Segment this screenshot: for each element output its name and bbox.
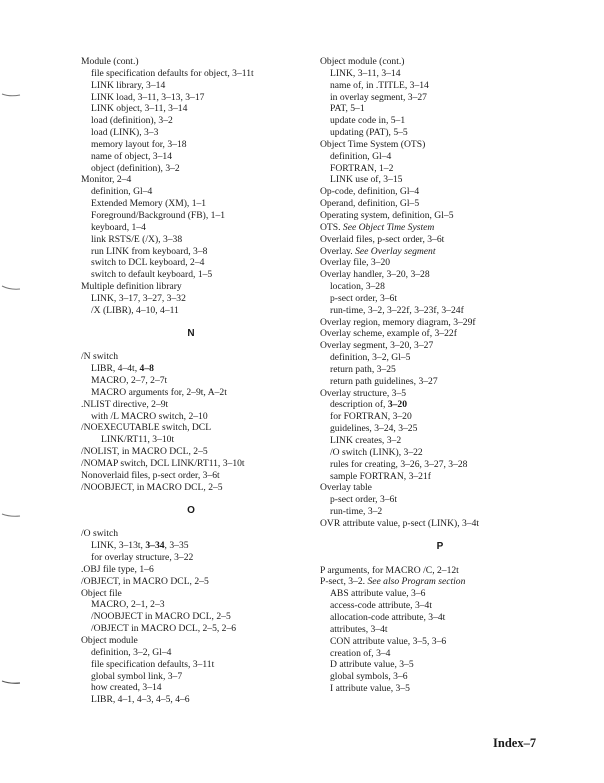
index-subentry bbox=[81, 611, 301, 623]
index-entry bbox=[81, 528, 301, 540]
index-entry-text: /N switch bbox=[81, 351, 119, 363]
index-subentry bbox=[81, 411, 301, 423]
index-entry-text: Overlay scheme, example of, 3–22f bbox=[320, 328, 457, 340]
index-entry-text: p-sect order, 3–6t bbox=[330, 292, 398, 304]
index-subentry bbox=[81, 623, 301, 635]
index-entry-text: Operand, definition, Gl–5 bbox=[320, 198, 420, 210]
index-entry bbox=[81, 458, 301, 470]
index-entry-text: .NLIST directive, 2–9t bbox=[81, 398, 169, 410]
index-entry-text: definition, Gl–4 bbox=[91, 186, 153, 198]
index-subentry bbox=[81, 68, 301, 80]
index-entry bbox=[81, 576, 301, 588]
index-entry-text: LINK object, 3–11, 3–14 bbox=[91, 103, 188, 115]
index-entry bbox=[320, 269, 560, 281]
index-entry-text: LINK creates, 3–2 bbox=[330, 435, 402, 446]
page-number: Index–7 bbox=[493, 736, 537, 750]
index-entry bbox=[320, 518, 560, 530]
index-entry-text: 3–20 bbox=[387, 399, 408, 411]
index-entry-text: updating (PAT), 5–5 bbox=[330, 127, 408, 139]
index-entry-text: FORTRAN, 1–2 bbox=[330, 162, 394, 174]
index-entry-text: guidelines, 3–24, 3–25 bbox=[330, 423, 418, 435]
index-subentry bbox=[81, 103, 301, 115]
index-entry bbox=[320, 388, 560, 400]
index-entry-text: Op-code, definition, Gl–4 bbox=[320, 186, 420, 198]
index-entry-text: 3–34 bbox=[145, 540, 165, 552]
index-entry bbox=[81, 281, 301, 293]
index-entry-text: sample FORTRAN, 3–21f bbox=[330, 470, 431, 482]
index-subentry bbox=[320, 163, 560, 175]
index-subentry bbox=[81, 234, 301, 246]
index-entry-text: Module (cont.) bbox=[81, 56, 139, 67]
index-entry-text: , 3–35 bbox=[164, 540, 189, 552]
index-entry-text: p-sect order, 3–6t bbox=[330, 494, 398, 506]
index-subentry bbox=[320, 281, 560, 293]
index-subentry bbox=[320, 600, 560, 612]
index-entry-text: MACRO arguments for, 2–9t, A–2t bbox=[91, 386, 227, 398]
index-entry-text: Overlay table bbox=[320, 482, 372, 494]
index-subentry bbox=[320, 671, 560, 683]
section-letter-heading: N bbox=[187, 327, 195, 339]
index-entry-text: Overlay file, 3–20 bbox=[320, 257, 391, 269]
index-entry-text: D attribute value, 3–5 bbox=[330, 659, 414, 671]
index-entry bbox=[320, 210, 560, 222]
index-entry-text: CON attribute value, 3–5, 3–6 bbox=[330, 635, 447, 647]
index-subentry bbox=[320, 364, 560, 376]
index-subentry bbox=[81, 163, 301, 175]
index-entry bbox=[320, 340, 560, 352]
index-entry-text: P arguments, for MACRO /C, 2–12t bbox=[320, 564, 459, 576]
index-entry bbox=[320, 482, 560, 494]
index-column-left bbox=[81, 56, 301, 706]
index-entry-text: file specification defaults, 3–11t bbox=[91, 658, 215, 670]
index-entry-text: LINK, 3–13t, bbox=[91, 540, 146, 552]
index-entry-text: P-sect, 3–2. bbox=[320, 576, 368, 588]
index-subentry bbox=[81, 139, 301, 151]
index-subentry bbox=[320, 92, 560, 104]
index-entry-text: /NOMAP switch, DCL LINK/RT11, 3–10t bbox=[81, 458, 245, 469]
index-subentry bbox=[81, 269, 301, 281]
index-entry-text: Monitor, 2–4 bbox=[81, 174, 132, 186]
index-entry bbox=[320, 198, 560, 210]
index-entry-text: switch to default keyboard, 1–5 bbox=[91, 269, 213, 281]
index-entry-text: LINK load, 3–11, 3–13, 3–17 bbox=[91, 91, 205, 103]
index-entry-text: MACRO, 2–7, 2–7t bbox=[91, 375, 168, 387]
index-entry bbox=[320, 576, 560, 588]
index-entry-text: Object module (cont.) bbox=[320, 56, 405, 67]
index-entry-text: /OBJECT, in MACRO DCL, 2–5 bbox=[81, 575, 209, 587]
index-subentry bbox=[320, 68, 560, 80]
index-subentry bbox=[320, 636, 560, 648]
index-entry-text: file specification defaults for object, 3–11t bbox=[91, 67, 254, 79]
index-subentry bbox=[81, 682, 301, 694]
index-subentry bbox=[320, 305, 560, 317]
index-subentry bbox=[81, 186, 301, 198]
index-subentry bbox=[81, 151, 301, 163]
index-subentry bbox=[320, 683, 560, 695]
index-subentry bbox=[81, 115, 301, 127]
index-entry-text: Object Time System (OTS) bbox=[320, 138, 426, 150]
index-entry-text: See Overlay segment bbox=[355, 245, 436, 257]
index-subentry bbox=[320, 80, 560, 92]
index-entry-text: return path guidelines, 3–27 bbox=[330, 375, 438, 387]
index-entry-text: name of object, 3–14 bbox=[91, 150, 172, 162]
index-entry-text: run-time, 3–2 bbox=[330, 506, 383, 518]
index-entry bbox=[320, 565, 560, 577]
index-entry-text: LINK, 3–17, 3–27, 3–32 bbox=[91, 292, 186, 304]
index-entry-text: run LINK from keyboard, 3–8 bbox=[91, 245, 208, 257]
index-subentry bbox=[320, 423, 560, 435]
index-entry-text: LINK/RT11, 3–10t bbox=[101, 434, 175, 446]
index-entry-text: Object module bbox=[81, 634, 138, 646]
index-entry bbox=[81, 422, 301, 434]
index-entry-text: /O switch (LINK), 3–22 bbox=[330, 446, 423, 458]
index-entry bbox=[320, 56, 560, 68]
index-entry-text: creation of, 3–4 bbox=[330, 647, 391, 659]
index-subentry bbox=[81, 305, 301, 317]
index-entry bbox=[320, 139, 560, 151]
index-entry-text: /OBJECT in MACRO DCL, 2–5, 2–6 bbox=[91, 623, 237, 635]
index-entry-text: /NOOBJECT, in MACRO DCL, 2–5 bbox=[81, 481, 223, 493]
index-entry-text: LINK, 3–11, 3–14 bbox=[330, 67, 401, 79]
scan-mark bbox=[0, 511, 24, 521]
index-subentry bbox=[320, 352, 560, 364]
index-entry-text: I attribute value, 3–5 bbox=[330, 683, 410, 695]
index-entry-text: Overlay handler, 3–20, 3–28 bbox=[320, 269, 430, 281]
index-subentry bbox=[320, 151, 560, 163]
index-subentry bbox=[320, 376, 560, 388]
index-subentry bbox=[81, 434, 301, 446]
index-entry-text: for overlay structure, 3–22 bbox=[91, 552, 194, 564]
index-subentry bbox=[320, 115, 560, 127]
index-entry-text: Object file bbox=[81, 587, 122, 599]
index-entry-text: MACRO, 2–1, 2–3 bbox=[91, 599, 165, 611]
index-entry-text: See Object Time System bbox=[342, 221, 435, 233]
index-subentry bbox=[81, 222, 301, 234]
scan-mark bbox=[0, 283, 24, 293]
index-entry-text: 4–8 bbox=[139, 363, 154, 375]
index-entry-text: OTS. bbox=[320, 221, 343, 233]
index-entry-text: OVR attribute value, p-sect (LINK), 3–4t bbox=[320, 517, 480, 529]
index-entry-text: rules for creating, 3–26, 3–27, 3–28 bbox=[330, 458, 468, 470]
index-entry-text: /X (LIBR), 4–10, 4–11 bbox=[91, 304, 179, 316]
index-subentry bbox=[320, 648, 560, 660]
index-entry-text: Overlay segment, 3–20, 3–27 bbox=[320, 340, 434, 352]
index-subentry bbox=[320, 399, 560, 411]
index-subentry bbox=[320, 494, 560, 506]
index-entry bbox=[81, 470, 301, 482]
index-entry bbox=[81, 446, 301, 458]
index-entry-text: global symbol link, 3–7 bbox=[91, 670, 183, 682]
index-entry-text: Multiple definition library bbox=[81, 281, 182, 293]
index-subentry bbox=[320, 103, 560, 115]
index-entry-text: Overlaid files, p-sect order, 3–6t bbox=[320, 233, 445, 245]
index-entry bbox=[320, 317, 560, 329]
index-subentry bbox=[320, 624, 560, 636]
index-subentry bbox=[81, 659, 301, 671]
index-entry bbox=[320, 257, 560, 269]
index-entry-text: /O switch bbox=[81, 528, 119, 540]
index-entry-text: /NOLIST, in MACRO DCL, 2–5 bbox=[81, 446, 208, 458]
index-entry bbox=[81, 56, 301, 68]
index-subentry bbox=[81, 210, 301, 222]
index-subentry bbox=[81, 80, 301, 92]
index-entry-text: allocation-code attribute, 3–4t bbox=[330, 611, 446, 623]
index-subentry bbox=[81, 198, 301, 210]
index-entry-text: update code in, 5–1 bbox=[330, 115, 406, 127]
index-subentry bbox=[320, 293, 560, 305]
index-subentry bbox=[81, 647, 301, 659]
index-entry-text: with /L MACRO switch, 2–10 bbox=[91, 410, 208, 422]
index-subentry bbox=[320, 459, 560, 471]
section-letter-heading: O bbox=[187, 504, 195, 516]
index-entry bbox=[81, 174, 301, 186]
section-letter-heading: P bbox=[436, 540, 444, 552]
index-entry-text: memory layout for, 3–18 bbox=[91, 138, 187, 150]
index-entry-text: Nonoverlaid files, p-sect order, 3–6t bbox=[81, 469, 220, 481]
index-entry-text: attributes, 3–4t bbox=[330, 623, 388, 635]
index-entry-text: global symbols, 3–6 bbox=[330, 671, 408, 683]
index-entry-text: access-code attribute, 3–4t bbox=[330, 600, 433, 612]
index-entry-text: for FORTRAN, 3–20 bbox=[330, 411, 412, 423]
index-entry-text: how created, 3–14 bbox=[91, 682, 162, 694]
index-entry bbox=[81, 482, 301, 494]
scan-mark bbox=[0, 90, 24, 100]
index-entry-text: LIBR, 4–4t, bbox=[91, 363, 140, 375]
index-subentry bbox=[81, 257, 301, 269]
index-subentry bbox=[81, 293, 301, 305]
index-entry-text: object (definition), 3–2 bbox=[91, 162, 180, 174]
index-entry-text: description of, bbox=[330, 399, 388, 411]
index-entry-text: Overlay. bbox=[320, 245, 356, 257]
index-entry-text: /NOEXECUTABLE switch, DCL bbox=[81, 422, 212, 434]
index-entry-text: /NOOBJECT in MACRO DCL, 2–5 bbox=[91, 611, 231, 623]
index-entry bbox=[320, 234, 560, 246]
index-entry bbox=[320, 328, 560, 340]
index-subentry bbox=[81, 599, 301, 611]
index-subentry bbox=[320, 174, 560, 186]
index-subentry bbox=[81, 375, 301, 387]
index-subentry bbox=[81, 540, 301, 552]
index-entry-text: run-time, 3–2, 3–22f, 3–23f, 3–24f bbox=[330, 304, 464, 316]
index-subentry bbox=[320, 588, 560, 600]
index-entry-text: return path, 3–25 bbox=[330, 363, 396, 375]
index-entry-text: PAT, 5–1 bbox=[330, 103, 365, 115]
index-subentry bbox=[81, 246, 301, 258]
index-subentry bbox=[320, 435, 560, 447]
index-subentry bbox=[81, 127, 301, 139]
index-entry-text: load (definition), 3–2 bbox=[91, 115, 173, 127]
index-entry-text: name of, in .TITLE, 3–14 bbox=[330, 79, 429, 91]
index-entry-text: switch to DCL keyboard, 2–4 bbox=[91, 257, 205, 269]
index-subentry bbox=[320, 127, 560, 139]
index-entry bbox=[81, 635, 301, 647]
index-entry-text: .OBJ file type, 1–6 bbox=[81, 563, 154, 575]
index-subentry bbox=[320, 411, 560, 423]
index-entry-text: definition, 3–2, Gl–5 bbox=[330, 352, 411, 364]
scan-mark bbox=[0, 677, 24, 687]
index-entry-text: Operating system, definition, Gl–5 bbox=[320, 209, 454, 221]
index-subentry bbox=[320, 506, 560, 518]
index-entry bbox=[81, 351, 301, 363]
index-subentry bbox=[81, 552, 301, 564]
index-subentry bbox=[81, 694, 301, 706]
index-entry bbox=[320, 222, 560, 234]
index-subentry bbox=[81, 92, 301, 104]
index-entry bbox=[320, 246, 560, 258]
index-entry-text: Extended Memory (XM), 1–1 bbox=[91, 198, 207, 210]
index-entry-text: in overlay segment, 3–27 bbox=[330, 91, 427, 103]
index-entry-text: link RSTS/E (/X), 3–38 bbox=[91, 233, 183, 245]
index-entry-text: LINK use of, 3–15 bbox=[330, 174, 403, 186]
index-entry-text: LINK library, 3–14 bbox=[91, 79, 166, 91]
index-entry-text: location, 3–28 bbox=[330, 281, 385, 293]
index-subentry bbox=[320, 612, 560, 624]
index-entry-text: ABS attribute value, 3–6 bbox=[330, 588, 426, 600]
index-entry-text: Overlay structure, 3–5 bbox=[320, 387, 407, 399]
index-subentry bbox=[81, 387, 301, 399]
index-entry-text: definition, Gl–4 bbox=[330, 150, 392, 162]
index-subentry bbox=[320, 659, 560, 671]
index-subentry bbox=[320, 447, 560, 459]
index-entry bbox=[320, 186, 560, 198]
index-entry-text: definition, 3–2, Gl–4 bbox=[91, 646, 172, 658]
index-subentry bbox=[81, 363, 301, 375]
index-entry bbox=[81, 588, 301, 600]
index-subentry bbox=[81, 671, 301, 683]
index-entry bbox=[81, 399, 301, 411]
index-entry-text: See also Program section bbox=[367, 576, 466, 588]
index-entry bbox=[81, 564, 301, 576]
index-entry-text: Overlay region, memory diagram, 3–29f bbox=[320, 316, 476, 328]
index-entry-text: LIBR, 4–1, 4–3, 4–5, 4–6 bbox=[91, 694, 190, 706]
index-column-right bbox=[320, 56, 560, 695]
index-entry-text: load (LINK), 3–3 bbox=[91, 127, 159, 139]
index-entry-text: Foreground/Background (FB), 1–1 bbox=[91, 209, 226, 221]
index-subentry bbox=[320, 471, 560, 483]
index-entry-text: keyboard, 1–4 bbox=[91, 221, 146, 233]
